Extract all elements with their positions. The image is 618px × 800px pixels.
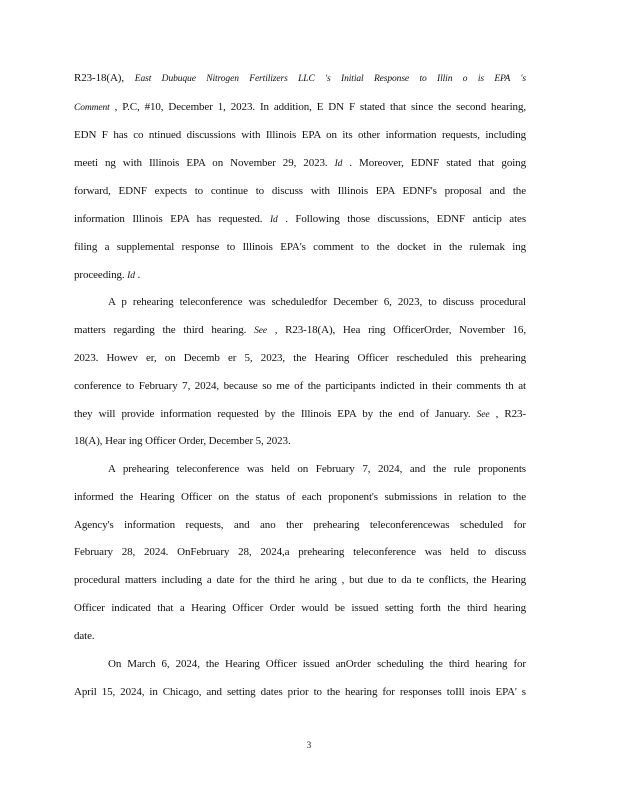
text-line: proceeding. Id . — [74, 269, 141, 281]
text-line: informed the Hearing Officer on the status of each proponent's submissions in relation to the — [74, 491, 526, 503]
text-line: Agency's information requests, and ano ther prehearing teleconferencewas scheduled for — [74, 519, 526, 531]
text-line: A p rehearing teleconference was scheduledfor December 6, 2023, to discuss procedural — [108, 296, 526, 308]
text-line: conference to February 7, 2024, because so me of the participants indicted in their comments th at — [74, 380, 526, 392]
text-line: filing a supplemental response to Illinois EPA's comment to the docket in the rulemak ing — [74, 241, 526, 253]
text-line: meeti ng with Illinois EPA on November 29, 2023. Id . Moreover, EDNF stated that going — [74, 157, 526, 169]
text-line: information Illinois EPA has requested. Id . Following those discussions, EDNF anticip ates — [74, 213, 526, 225]
text-line: R23-18(A), East Dubuque Nitrogen Fertilizers LLC 's Initial Response to Illin o is EPA 's — [74, 72, 526, 84]
text-line: February 28, 2024. OnFebruary 28, 2024,a prehearing teleconference was held to discuss — [74, 546, 526, 558]
text-line: forward, EDNF expects to continue to discuss with Illinois EPA EDNF's proposal and the — [74, 185, 526, 197]
text-line: Comment , P.C, #10, December 1, 2023. In addition, E DN F stated that since the second hearing, — [74, 101, 526, 113]
text-line: EDN F has co ntinued discussions with Illinois EPA on its other information requests, including — [74, 129, 526, 141]
text-line: procedural matters including a date for the third he aring , but due to da te conflicts, the Hearing — [74, 574, 526, 586]
text-line: matters regarding the third hearing. See , R23-18(A), Hea ring OfficerOrder, November 16, — [74, 324, 526, 336]
text-line: 18(A), Hear ing Officer Order, December 5, 2023. — [74, 435, 291, 447]
page-number: 3 — [306, 740, 312, 750]
text-line: 2023. Howev er, on Decemb er 5, 2023, the Hearing Officer rescheduled this prehearing — [74, 352, 526, 364]
text-line: they will provide information requested by the Illinois EPA by the end of January. See , R23- — [74, 408, 526, 420]
text-line: On March 6, 2024, the Hearing Officer issued anOrder scheduling the third hearing for — [108, 658, 526, 670]
text-line: date. — [74, 630, 95, 642]
text-line: A prehearing teleconference was held on February 7, 2024, and the rule proponents — [108, 463, 526, 475]
text-line: Officer indicated that a Hearing Officer Order would be issued setting forth the third hearing — [74, 602, 526, 614]
text-line: April 15, 2024, in Chicago, and setting dates prior to the hearing for responses toIll inois EPA' s — [74, 686, 526, 698]
